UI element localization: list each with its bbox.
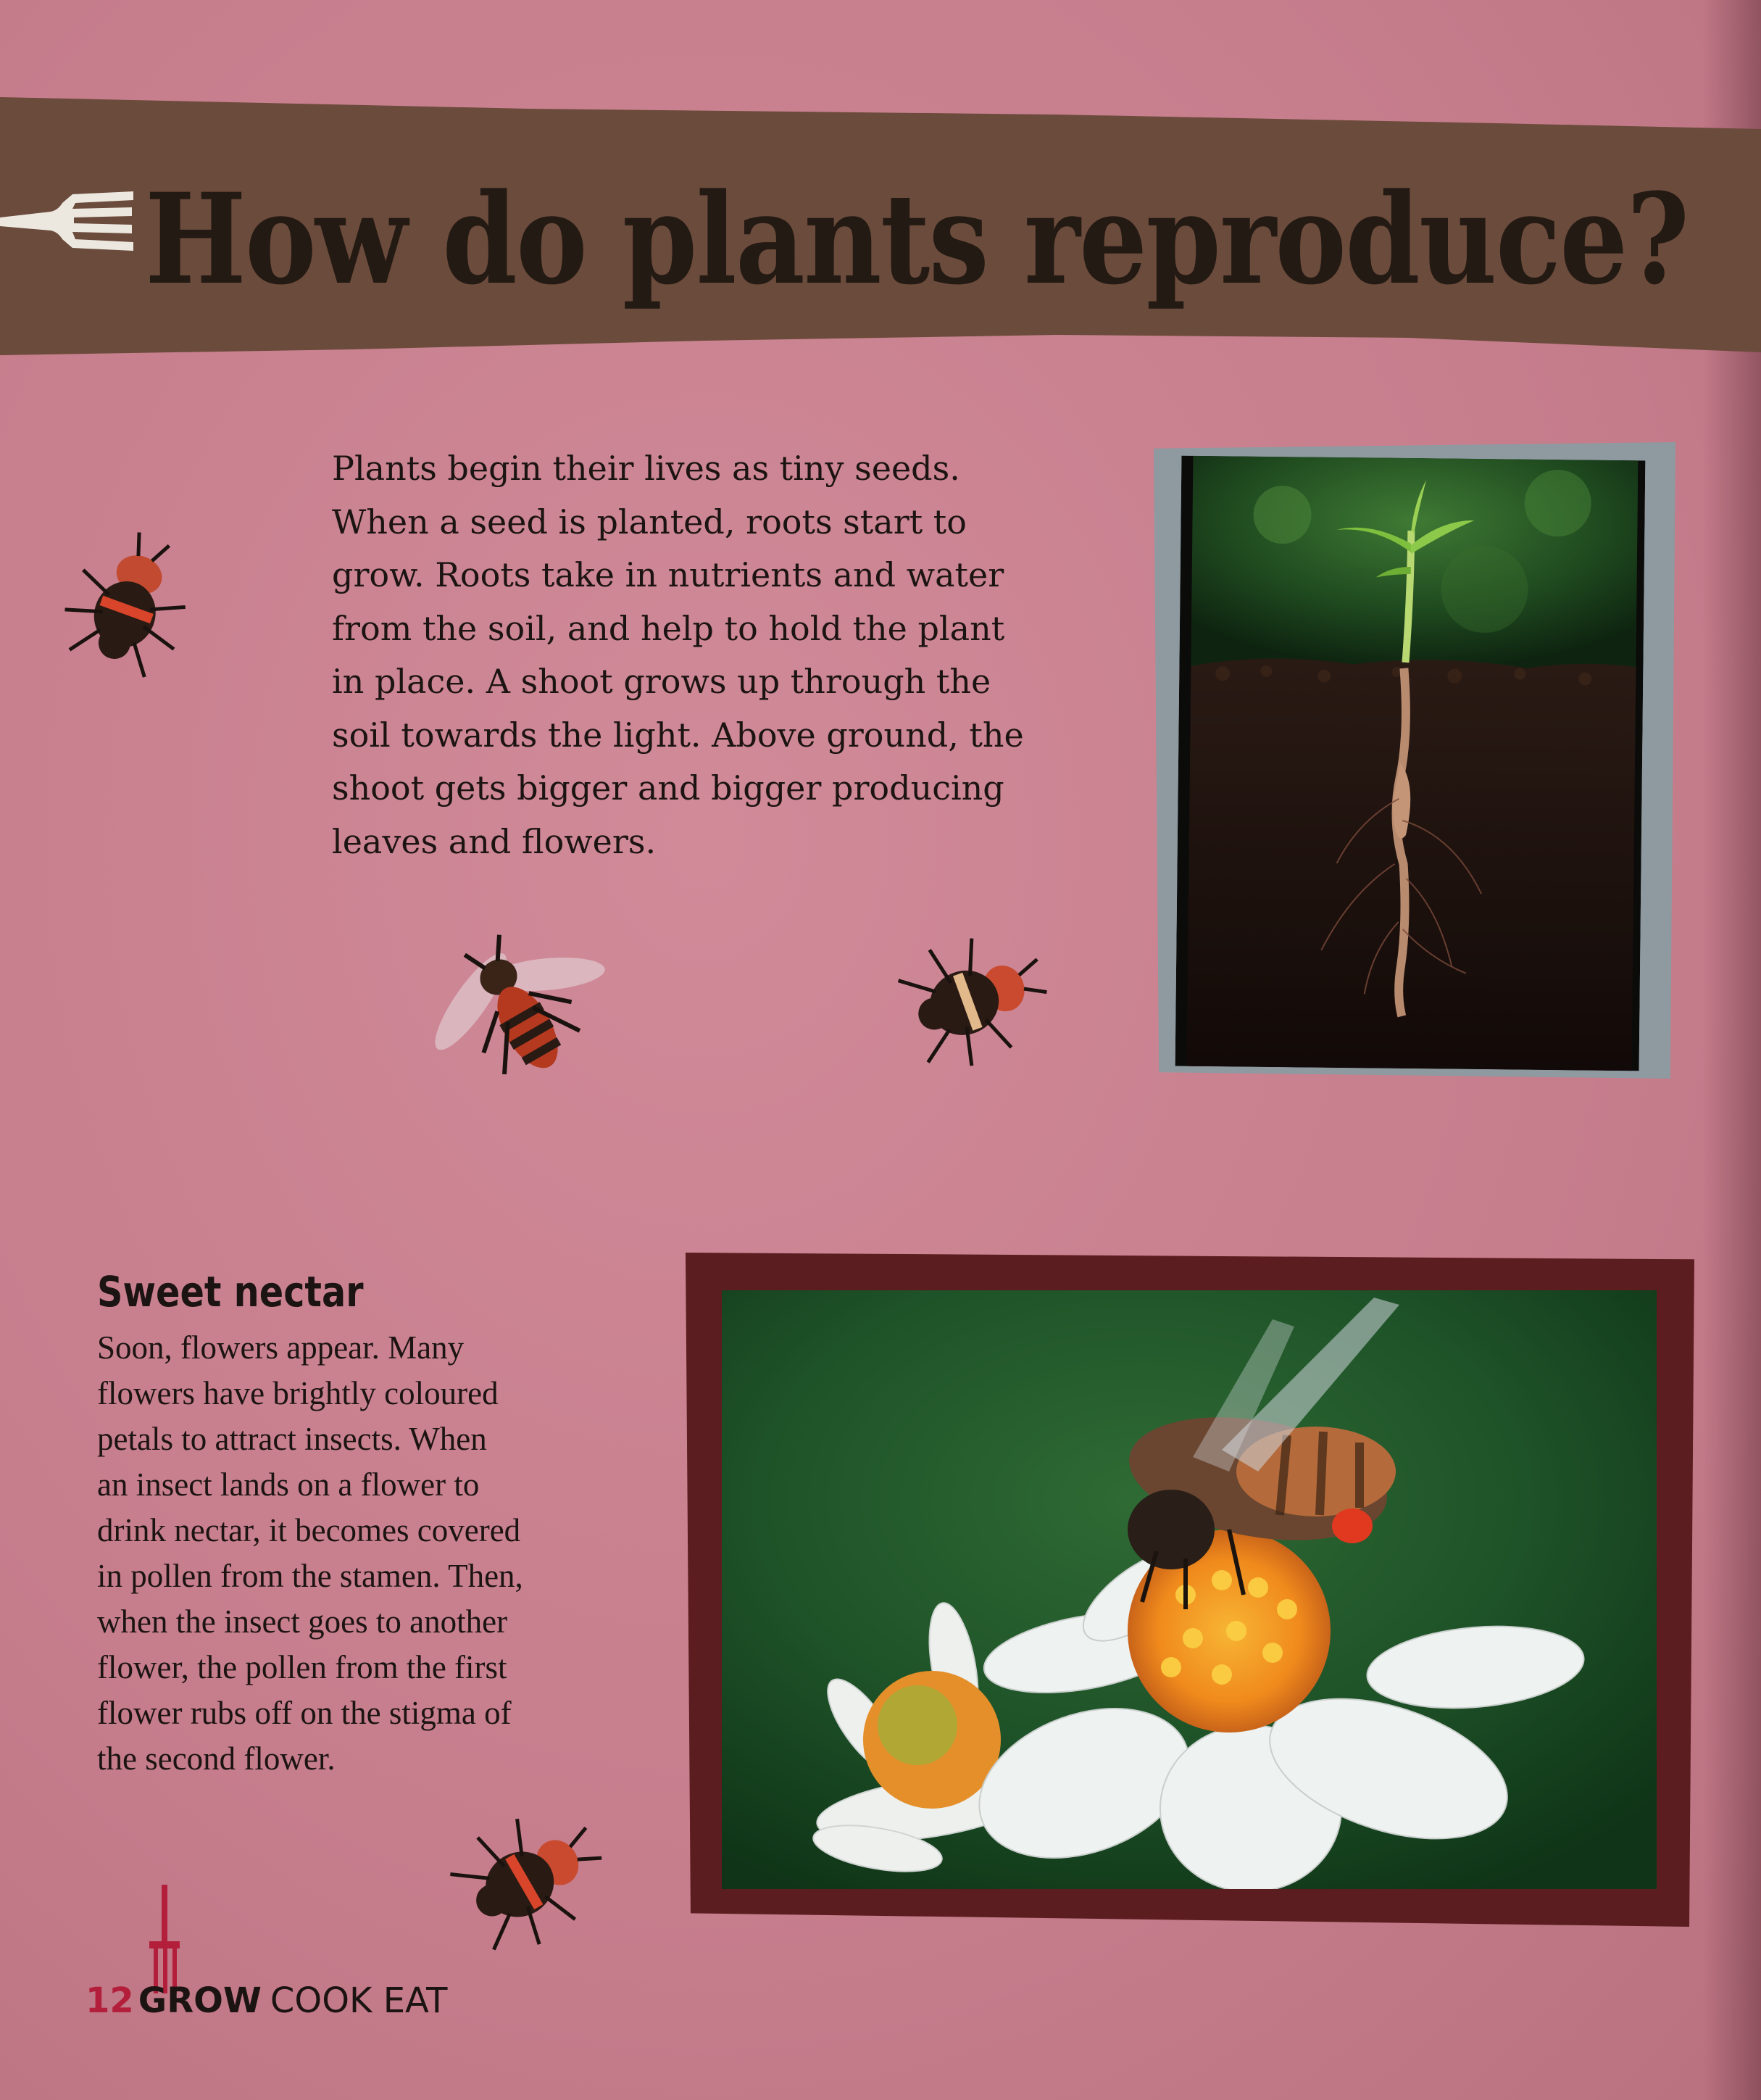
intro-line: When a seed is planted, roots start to [332,502,967,541]
intro-paragraph [332,442,1057,868]
nectar-line: when the insect goes to another [97,1603,508,1640]
nectar-line: flowers have brightly coloured [97,1375,499,1411]
nectar-line: in pollen from the stamen. Then, [97,1558,523,1594]
intro-line: from the soil, and help to hold the plant [332,608,1005,648]
page-number: 12 [86,1980,134,2021]
nectar-line: flower, the pollen from the first [97,1649,507,1685]
fork-icon [0,181,138,261]
page-footer [86,1980,447,2031]
garden-fork-icon [145,1885,184,1993]
nectar-line: an insect lands on a flower to [97,1466,480,1503]
page-title: How do plants reproduce? [145,165,1689,312]
nectar-line: petals to attract insects. When [97,1421,487,1457]
bee-icon [891,921,1051,1080]
footer-grow: GROW [138,1980,262,2021]
footer-cook-eat: COOK EAT [270,1980,448,2021]
bee-icon [51,529,203,689]
nectar-paragraph [97,1325,590,1782]
nectar-line: the second flower. [97,1740,336,1777]
section-title: Sweet nectar [97,1267,364,1316]
intro-line: Plants begin their lives as tiny seeds. [332,449,960,488]
nectar-line: Soon, flowers appear. Many [97,1329,465,1366]
nectar-line: flower rubs off on the stigma of [97,1695,512,1731]
intro-line: grow. Roots take in nutrients and water [332,555,1004,594]
bee-icon [442,1798,609,1964]
intro-line: soil towards the light. Above ground, the [332,715,1024,755]
bee-icon [419,928,622,1102]
nectar-line: drink nectar, it becomes covered [97,1512,521,1548]
intro-line: in place. A shoot grows up through the [332,662,991,701]
bee-on-flower-photo [722,1290,1657,1889]
intro-line: shoot gets bigger and bigger producing [332,768,1004,808]
seedling-photo [1175,456,1646,1071]
intro-line: leaves and flowers. [332,821,657,861]
